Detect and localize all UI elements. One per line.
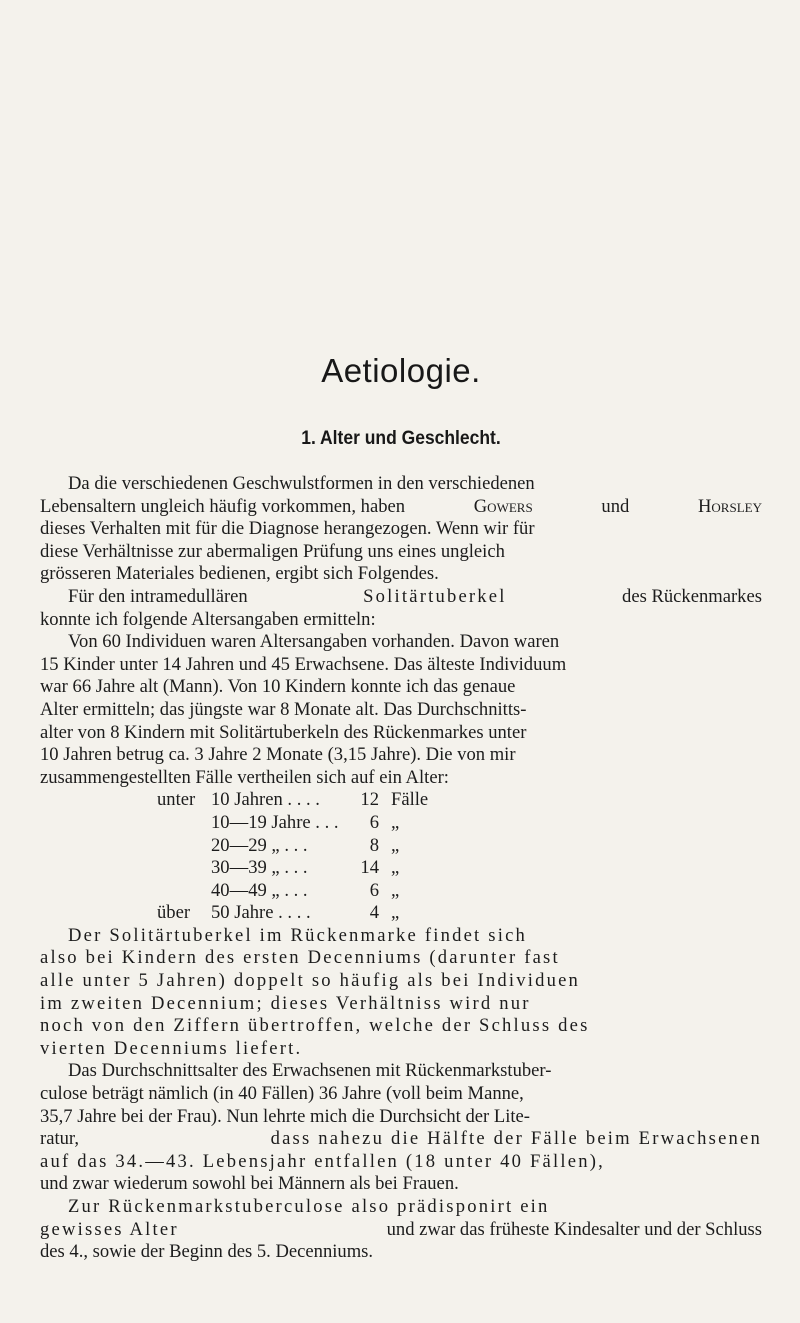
text-line: Für den intramedullären Solitärtuberkel des Rückenmarkes <box>68 585 762 607</box>
body-text <box>40 473 762 1264</box>
emphasis: Solitärtuberkel <box>363 585 507 607</box>
text-line: zusammengestellten Fälle vertheilen sich auf ein Alter: <box>40 766 449 788</box>
text-line: alter von 8 Kindern mit Solitärtuberkeln des Rückenmarkes unter <box>40 721 527 743</box>
text-line: im zweiten Decennium; dieses Verhältniss wird nur <box>40 992 531 1014</box>
text-line: Das Durchschnittsalter des Erwachsenen mit Rückenmarkstuber- <box>68 1060 552 1082</box>
text-line: vierten Decenniums liefert. <box>40 1037 303 1059</box>
table-row: unter 10 Jahren . . . . 12 Fälle <box>157 789 429 811</box>
text-line: culose beträgt nämlich (in 40 Fällen) 36 Jahre (voll beim Manne, <box>40 1083 524 1105</box>
text-line: 35,7 Jahre bei der Frau). Nun lehrte mich die Durchsicht der Lite- <box>40 1105 530 1127</box>
book-page <box>40 0 762 1323</box>
text-line: des 4., sowie der Beginn des 5. Decenniums. <box>40 1241 374 1263</box>
table-row: 40—49 „ . . . 6 „ <box>211 879 400 901</box>
table-row: 10—19 Jahre . . . 6 „ <box>211 811 400 833</box>
text-line: ratur, dass nahezu die Hälfte der Fälle beim Erwachsenen <box>40 1128 762 1150</box>
table-row: über 50 Jahre . . . . 4 „ <box>157 902 400 924</box>
text-line: auf das 34.—43. Lebensjahr entfallen (18 unter 40 Fällen), <box>40 1150 605 1172</box>
author-name: Horsley <box>697 495 762 517</box>
text-line: also bei Kindern des ersten Decenniums (darunter fast <box>40 947 560 969</box>
text-line: 10 Jahren betrug ca. 3 Jahre 2 Monate (3,15 Jahre). Die von mir <box>40 744 516 766</box>
text-line: war 66 Jahre alt (Mann). Von 10 Kindern konnte ich das genaue <box>40 676 516 698</box>
text-line: Da die verschiedenen Geschwulstformen in den verschiedenen <box>68 473 535 494</box>
text-line: grösseren Materiales bedienen, ergibt sich Folgendes. <box>40 563 439 585</box>
section-heading: 1. Alter und Geschlecht. <box>301 428 501 449</box>
page-title: Aetiologie. <box>321 352 481 389</box>
text-line: konnte ich folgende Altersangaben ermitteln: <box>40 608 376 630</box>
age-distribution-table <box>157 789 428 925</box>
text-line: noch von den Ziffern übertroffen, welche der Schluss des <box>40 1015 590 1037</box>
text-line: und zwar wiederum sowohl bei Männern als bei Frauen. <box>40 1173 459 1195</box>
text-line: diese Verhältnisse zur abermaligen Prüfung uns eines ungleich <box>40 540 505 562</box>
text-line: Der Solitärtuberkel im Rückenmarke findet sich <box>68 924 528 946</box>
table-row: 20—29 „ . . . 8 „ <box>211 834 400 856</box>
text-line: Von 60 Individuen waren Altersangaben vorhanden. Davon waren <box>68 631 560 653</box>
emphasis: dass nahezu die Hälfte der Fälle beim Erwachsenen <box>270 1128 762 1150</box>
text-line: alle unter 5 Jahren) doppelt so häufig als bei Individuen <box>40 970 581 992</box>
author-name: Gowers <box>473 495 533 517</box>
emphasis: gewisses Alter <box>40 1218 179 1240</box>
text-line: Lebensaltern ungleich häufig vorkommen, haben Gowers und Horsley <box>40 495 762 517</box>
text-line: dieses Verhalten mit für die Diagnose herangezogen. Wenn wir für <box>40 518 535 540</box>
text-line: 15 Kinder unter 14 Jahren und 45 Erwachsene. Das älteste Individuum <box>40 653 567 675</box>
text-line: Zur Rückenmarkstuberculose also prädisponirt ein <box>68 1196 550 1217</box>
text-line: Alter ermitteln; das jüngste war 8 Monate alt. Das Durchschnitts- <box>40 698 527 720</box>
table-row: 30—39 „ . . . 14 „ <box>211 857 400 879</box>
text-line: gewisses Alter und zwar das früheste Kindesalter und der Schluss <box>40 1218 762 1240</box>
